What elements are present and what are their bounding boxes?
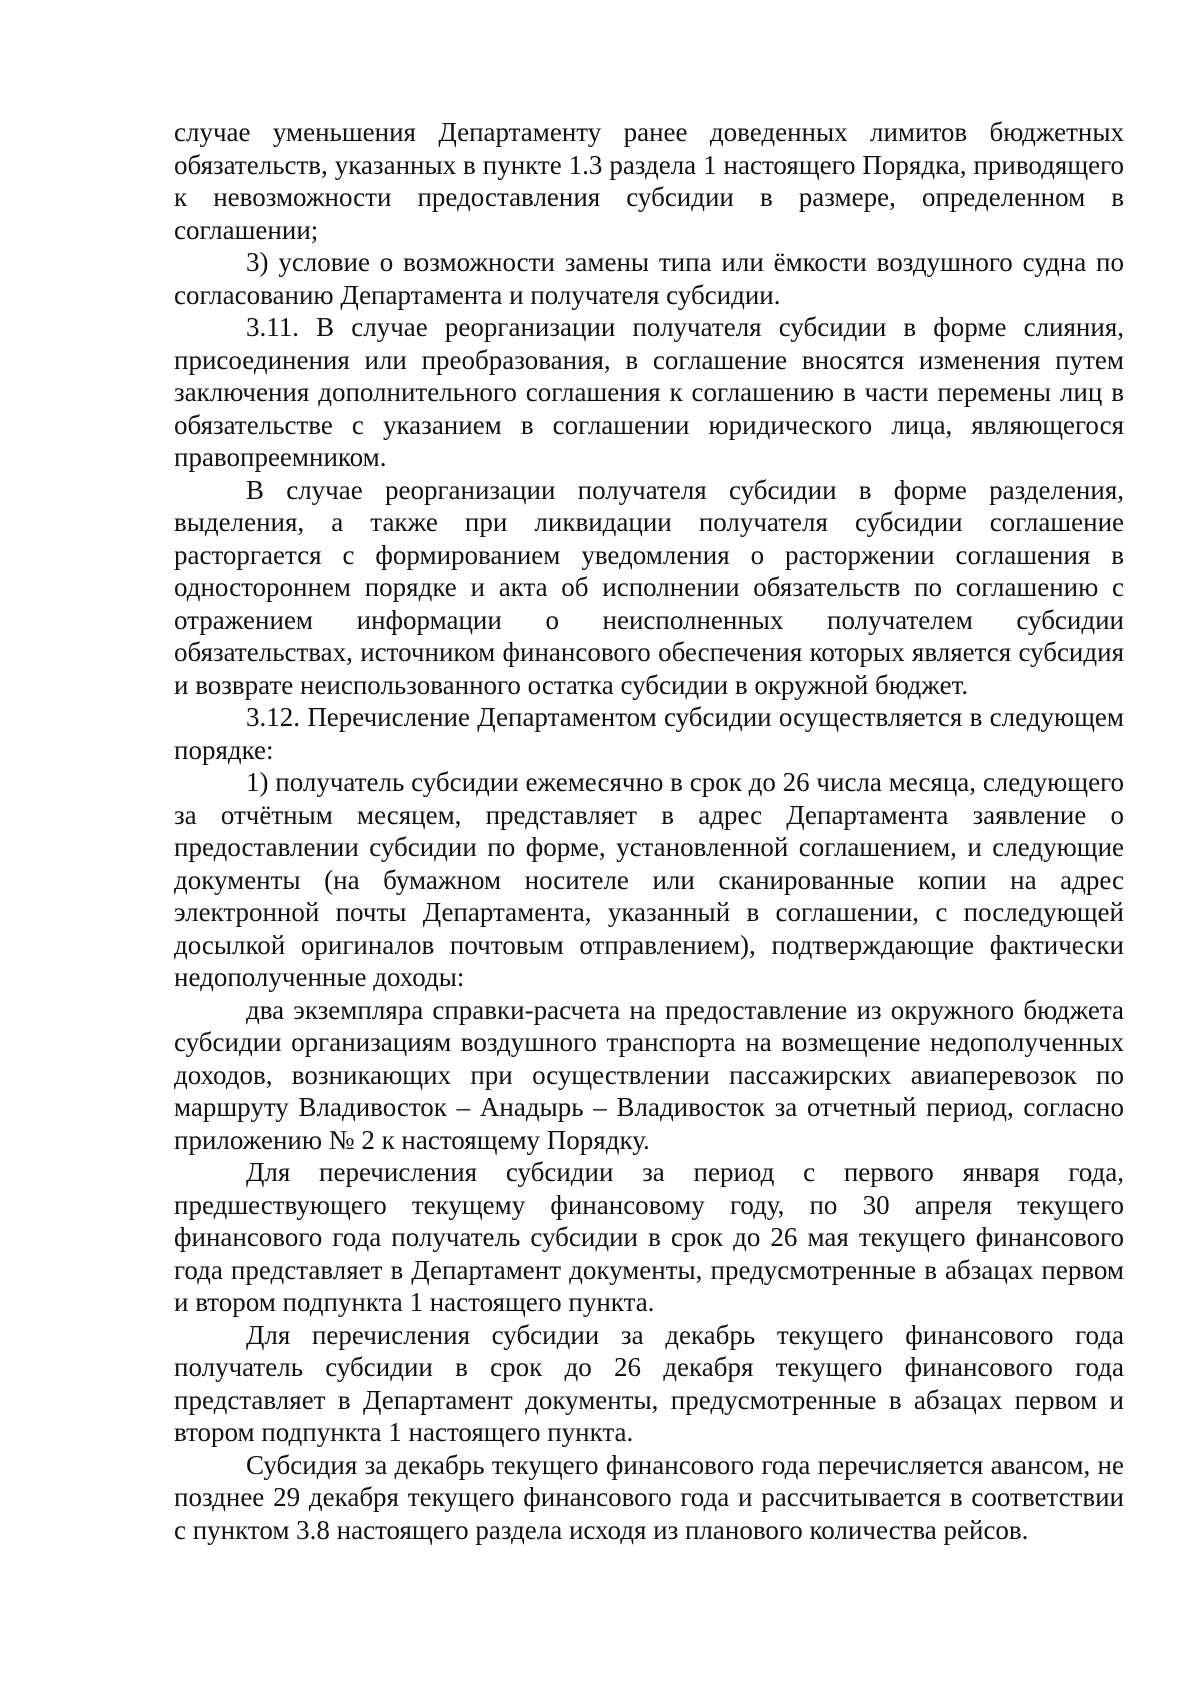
paragraph-calculation-certificate: два экземпляра справки-расчета на предоставление из окружного бюджета субсидии организациям воздушного транспорта на возмещение недополученных доходов, возникающих при осуществлении пассажирских авиаперевозок по маршруту Владивосток – Анадырь – Владивосток за отчетный период, согласно приложению № 2 к настоящему Порядку.	[174, 994, 1124, 1155]
paragraph-division-liquidation: В случае реорганизации получателя субсидии в форме разделения, выделения, а также при ликвидации получателя субсидии соглашение расторгается с формированием уведомления о расторжении соглашения в одностороннем порядке и акта об исполнении обязательств по соглашению с отражением информации о неисполненных получателем субсидии обязательствах, источником финансового обеспечения которых является субсидия и возврате неиспользованного остатка субсидии в окружной бюджет.	[174, 474, 1124, 700]
paragraph-monthly-application: 1) получатель субсидии ежемесячно в срок до 26 числа месяца, следующего за отчётным месяцем, представляет в адрес Департамента заявление о предоставлении субсидии по форме, установленной соглашением, и следующие документы (на бумажном носителе или сканированные копии на адрес электронной почты Департамента, указанный в соглашении, с последующей досылкой оригиналов почтовым отправлением), подтверждающие фактически недополученные доходы:	[174, 767, 1124, 992]
paragraph-december-advance: Субсидия за декабрь текущего финансового года перечисляется авансом, не позднее 29 декабря текущего финансового года и рассчитывается в соответствии с пунктом 3.8 настоящего раздела исходя из планового количества рейсов.	[174, 1449, 1124, 1545]
paragraph-january-april-period: Для перечисления субсидии за период с первого января года, предшествующего текущему финансовому году, по 30 апреля текущего финансового года получатель субсидии в срок до 26 мая текущего финансового года представляет в Департамент документы, предусмотренные в абзацах первом и втором подпункта 1 настоящего пункта.	[174, 1157, 1124, 1317]
paragraph-3-12-transfer-order: 3.12. Перечисление Департаментом субсидии осуществляется в следующем порядке:	[174, 702, 1124, 765]
paragraph-december-transfer: Для перечисления субсидии за декабрь текущего финансового года получатель субсидии в срок до 26 декабря текущего финансового года представляет в Департамент документы, предусмотренные в абзацах первом и втором подпункта 1 настоящего пункта.	[174, 1319, 1124, 1447]
document-page	[174, 116, 1124, 1546]
paragraph-3-11-reorganization: 3.11. В случае реорганизации получателя субсидии в форме слияния, присоединения или преобразования, в соглашение вносятся изменения путем заключения дополнительного соглашения к соглашению в части перемены лиц в обязательстве с указанием в соглашении юридического лица, являющегося правопреемником.	[174, 312, 1124, 472]
paragraph-limits-reduction: случае уменьшения Департаменту ранее доведенных лимитов бюджетных обязательств, указанных в пункте 1.3 раздела 1 настоящего Порядка, приводящего к невозможности предоставления субсидии в размере, определенном в соглашении;	[174, 117, 1124, 245]
paragraph-aircraft-replacement: 3) условие о возможности замены типа или ёмкости воздушного судна по согласованию Департамента и получателя субсидии.	[174, 247, 1124, 310]
